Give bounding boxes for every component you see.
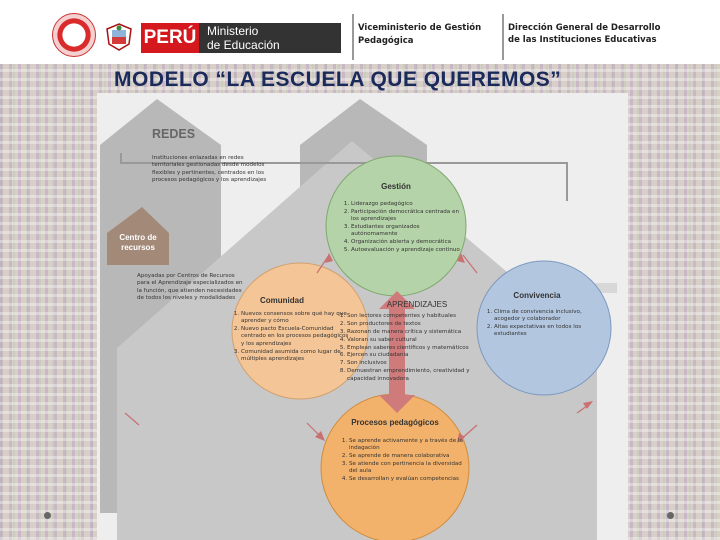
aprendizajes-item: 2. Son productores de textos [347, 321, 481, 328]
procesos-item: 4. Se desarrollan y evalúan competencias [349, 476, 463, 483]
comunidad-item: 1. Nuevos consensos sobre qué hay que aprender y cómo [241, 311, 351, 326]
direction-label: Dirección General de Desarrollo de las Instituciones Educativas [502, 14, 662, 60]
aprendizajes-item: 3. Razonan de manera crítica y sistemática [347, 329, 481, 336]
diagram-panel [97, 93, 628, 540]
gestion-title: Gestión [381, 182, 411, 191]
coat-of-arms-icon [103, 22, 135, 52]
comunidad-item: 2. Nuevo pacto Escuela-Comunidad centrado en los procesos pedagógicos y los aprendizajes [241, 326, 351, 348]
aprendizajes-item: 7. Son inclusivos [347, 360, 481, 367]
gestion-list [337, 201, 462, 255]
aprendizajes-title: APRENDIZAJES [386, 300, 448, 309]
procesos-item: 3. Se atiende con pertinencia la diversidad del aula [349, 461, 463, 476]
aprendizajes-item: 5. Emplean saberes científicos y matemáticos [347, 345, 481, 352]
ministry-line-2: de Educación [207, 38, 280, 52]
peru-brand: PERÚ [141, 23, 199, 53]
gestion-item: 4. Organización abierta y democrática [351, 239, 462, 246]
convivencia-list [480, 309, 600, 339]
redes-label: REDES [152, 127, 196, 141]
convivencia-item: 2. Altas expectativas en todos los estudiantes [494, 324, 600, 339]
gestion-item: 5. Autoevaluación y aprendizaje continuo [351, 247, 462, 254]
comunidad-title: Comunidad [260, 296, 304, 305]
ministry-brand [199, 23, 341, 53]
left-dot-icon [44, 512, 51, 519]
convivencia-item: 1. Clima de convivencia inclusivo, acogedor y colaborador [494, 309, 600, 324]
right-dot-icon [667, 512, 674, 519]
ministry-line-1: Ministerio [207, 24, 259, 38]
centro-recursos-description: Apoyadas por Centros de Recursos para el Aprendizaje especializados en la función, que atienden necesidades de todos los niveles y modalidades [137, 273, 243, 301]
convivencia-title: Convivencia [513, 291, 561, 300]
comunidad-item: 3. Comunidad asumida como lugar de múltiples aprendizajes [241, 349, 351, 364]
procesos-list [335, 438, 463, 484]
procesos-item: 2. Se aprende de manera colaborativa [349, 453, 463, 460]
centro-recursos-label: Centro de recursos [119, 233, 157, 252]
aprendizajes-item: 4. Valoran su saber cultural [347, 337, 481, 344]
procesos-item: 1. Se aprende activamente y a través de la indagación [349, 438, 463, 453]
aprendizajes-item: 1. Son lectores competentes y habituales [347, 313, 481, 320]
aprendizajes-item: 6. Ejercen su ciudadanía [347, 352, 481, 359]
procesos-title: Procesos pedagógicos [351, 418, 439, 427]
gestion-item: 2. Participación democrática centrada en los aprendizajes [351, 209, 462, 224]
aprendizajes-list [333, 313, 481, 383]
gestion-item: 1. Liderazgo pedagógico [351, 201, 462, 208]
gestion-item: 3. Estudiantes organizados autónomamente [351, 224, 462, 239]
header [0, 0, 720, 64]
page-title: MODELO “LA ESCUELA QUE QUEREMOS” [114, 68, 562, 91]
aprendizajes-item: 8. Demuestran emprendimiento, creatividad y capacidad innovadora [347, 368, 481, 383]
institution-seal-icon [52, 13, 96, 57]
vice-ministry-label: Viceministerio de Gestión Pedagógica [352, 14, 497, 60]
redes-description: Instituciones enlazadas en redes territoriales gestionadas desde modelos flexibles y pertinentes, centrados en los procesos pedagógicos y los aprendizajes [152, 155, 267, 183]
